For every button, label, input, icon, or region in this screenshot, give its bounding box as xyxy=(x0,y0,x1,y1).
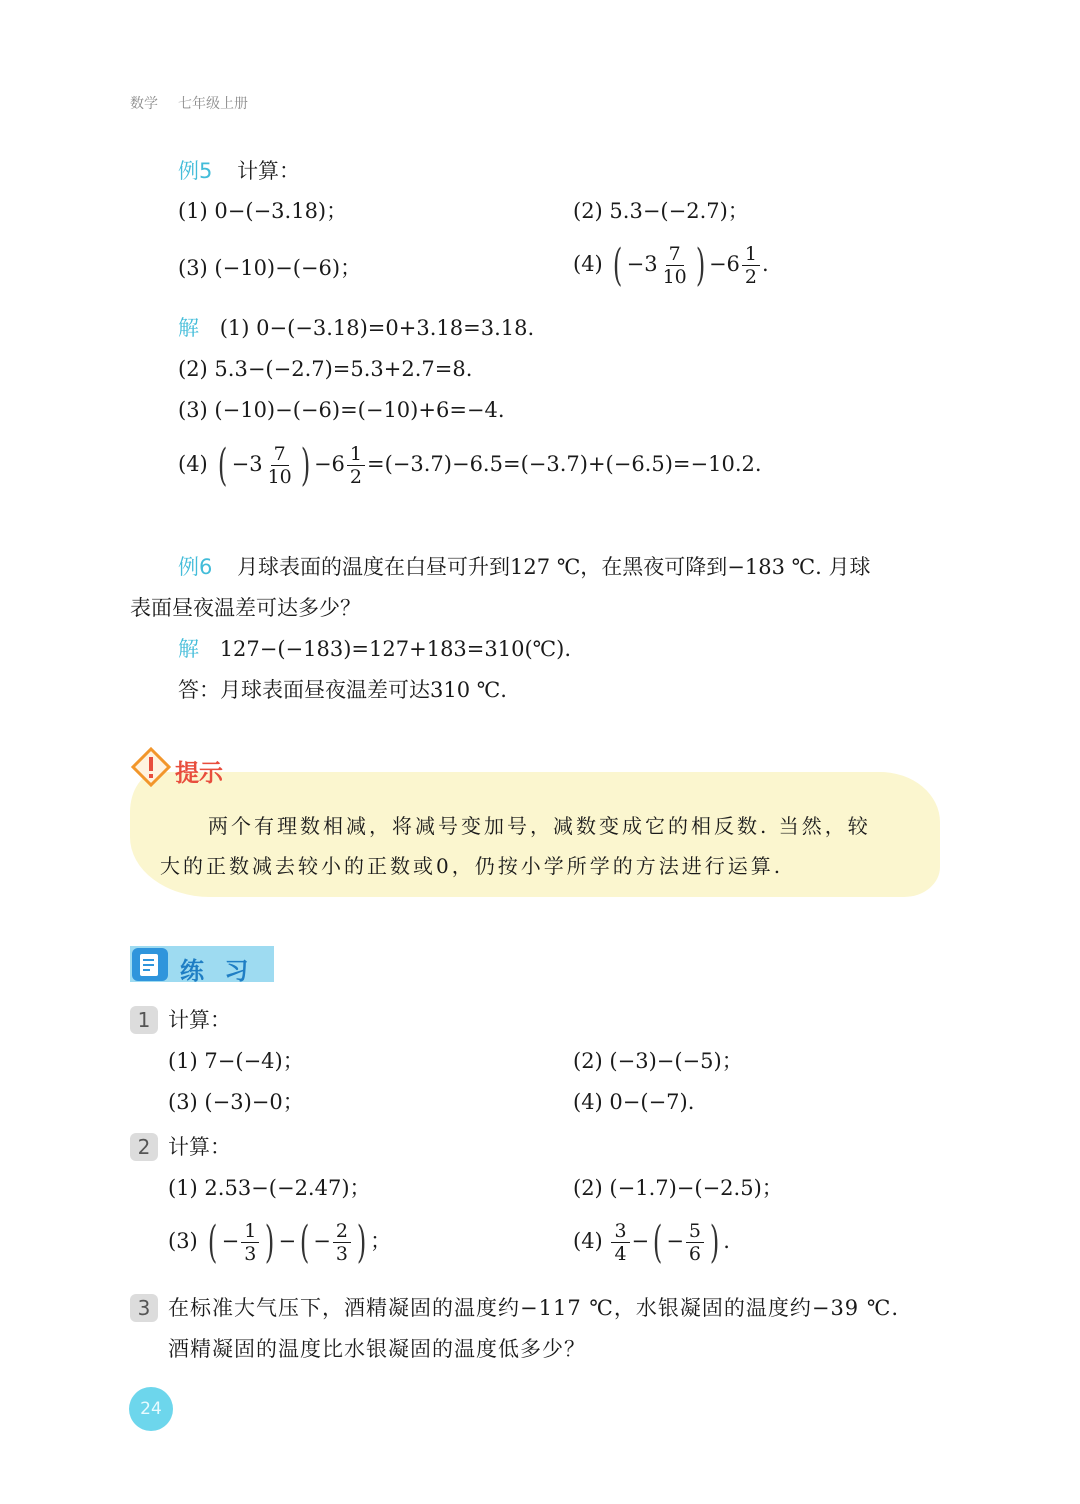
warning-icon xyxy=(130,746,172,788)
example5-problem-3: (3) (−10)−(−6)； xyxy=(178,256,362,280)
example6-answer: 答：月球表面昼夜温差可达310 ℃. xyxy=(178,678,507,702)
example5-prompt: 计算： xyxy=(237,159,301,183)
question-number-3: 3 xyxy=(130,1294,158,1322)
q3-line-1: 在标准大气压下，酒精凝固的温度约−117 ℃，水银凝固的温度约−39 ℃. xyxy=(168,1296,900,1320)
q1-item-3: (3) (−3)−0； xyxy=(168,1090,304,1114)
example5-label: 例5 xyxy=(178,159,213,183)
fraction: $\frac{1}{3}$ xyxy=(241,1220,259,1265)
fraction-2: $\frac{5}{6}$ xyxy=(686,1220,704,1265)
mixed-int-2: −6 xyxy=(708,252,740,276)
solution5-line-4: (4) ( −3 $\frac{7}{10}$ ) −6 $\frac{1}{2}$ =(−3.7)−6.5=(−3.7)+(−6.5)=−10.2. xyxy=(178,439,762,491)
right-paren: ) xyxy=(695,239,706,291)
grade-title: 七年级上册 xyxy=(178,96,248,112)
tip-line-2: 大的正数减去较小的正数或0，仍按小学所学的方法进行运算. xyxy=(160,854,784,878)
fraction-2: $\frac{1}{2}$ xyxy=(347,443,365,488)
example5-problem-4: (4) ( −3 $\frac{7}{10}$ ) −6 $\frac{1}{2}$ . xyxy=(573,239,769,291)
q2-item-3: (3) ( − $\frac{1}{3}$ ) −( − $\frac{2}{3}$ ) ； xyxy=(168,1216,392,1268)
fraction-2: $\frac{2}{3}$ xyxy=(333,1220,351,1265)
book-title: 数学 xyxy=(130,96,158,112)
problem-4-index: (4) xyxy=(573,252,603,276)
solution5-line-3: (3) (−10)−(−6)=(−10)+6=−4. xyxy=(178,398,505,422)
example6-line-2: 表面昼夜温差可达多少？ xyxy=(130,596,361,620)
solution5-line-1: 解 (1) 0−(−3.18)=0+3.18=3.18. xyxy=(178,316,535,340)
example5-problem-2: (2) 5.3−(−2.7)； xyxy=(573,199,749,223)
practice-title: 练 习 xyxy=(180,957,255,985)
solution-label: 解 xyxy=(178,316,199,340)
fraction: $\frac{7}{10}$ xyxy=(267,443,292,488)
example6-solution: 解 127−(−183)=127+183=310(℃). xyxy=(178,637,572,661)
q1-prompt: 计算： xyxy=(168,1008,231,1032)
fraction: $\frac{3}{4}$ xyxy=(611,1220,629,1265)
q2-prompt: 计算： xyxy=(168,1135,231,1159)
left-paren: ( xyxy=(613,239,623,291)
q1-item-4: (4) 0−(−7). xyxy=(573,1090,695,1114)
q2-item-4: (4) $\frac{3}{4}$ −( − $\frac{5}{6}$ ) . xyxy=(573,1216,730,1268)
q3-line-2: 酒精凝固的温度比水银凝固的温度低多少？ xyxy=(168,1337,586,1361)
solution5-line-2: (2) 5.3−(−2.7)=5.3+2.7=8. xyxy=(178,357,473,381)
fraction-2: $\frac{1}{2}$ xyxy=(742,243,760,288)
example5-problem-1: (1) 0−(−3.18)； xyxy=(178,199,348,223)
fraction: $\frac{7}{10}$ xyxy=(662,243,687,288)
question-number-1: 1 xyxy=(130,1006,158,1034)
notepad-icon xyxy=(132,948,168,981)
q2-item-2: (2) (−1.7)−(−2.5)； xyxy=(573,1176,783,1200)
question-number-2: 2 xyxy=(130,1133,158,1161)
example5-heading xyxy=(178,158,300,184)
example6-label: 例6 xyxy=(178,555,213,579)
mixed-int: −3 xyxy=(626,252,658,276)
example6-line-1: 例6 月球表面的温度在白昼可升到127 ℃，在黑夜可降到−183 ℃. 月球 xyxy=(178,555,871,579)
tip-title: 提示 xyxy=(175,759,223,787)
page-number: 24 xyxy=(129,1387,173,1431)
q1-item-2: (2) (−3)−(−5)； xyxy=(573,1049,743,1073)
tip-line-1: 两个有理数相减，将减号变加号，减数变成它的相反数. 当然，较 xyxy=(208,814,871,838)
q1-item-1: (1) 7−(−4)； xyxy=(168,1049,304,1073)
q2-item-1: (1) 2.53−(−2.47)； xyxy=(168,1176,371,1200)
